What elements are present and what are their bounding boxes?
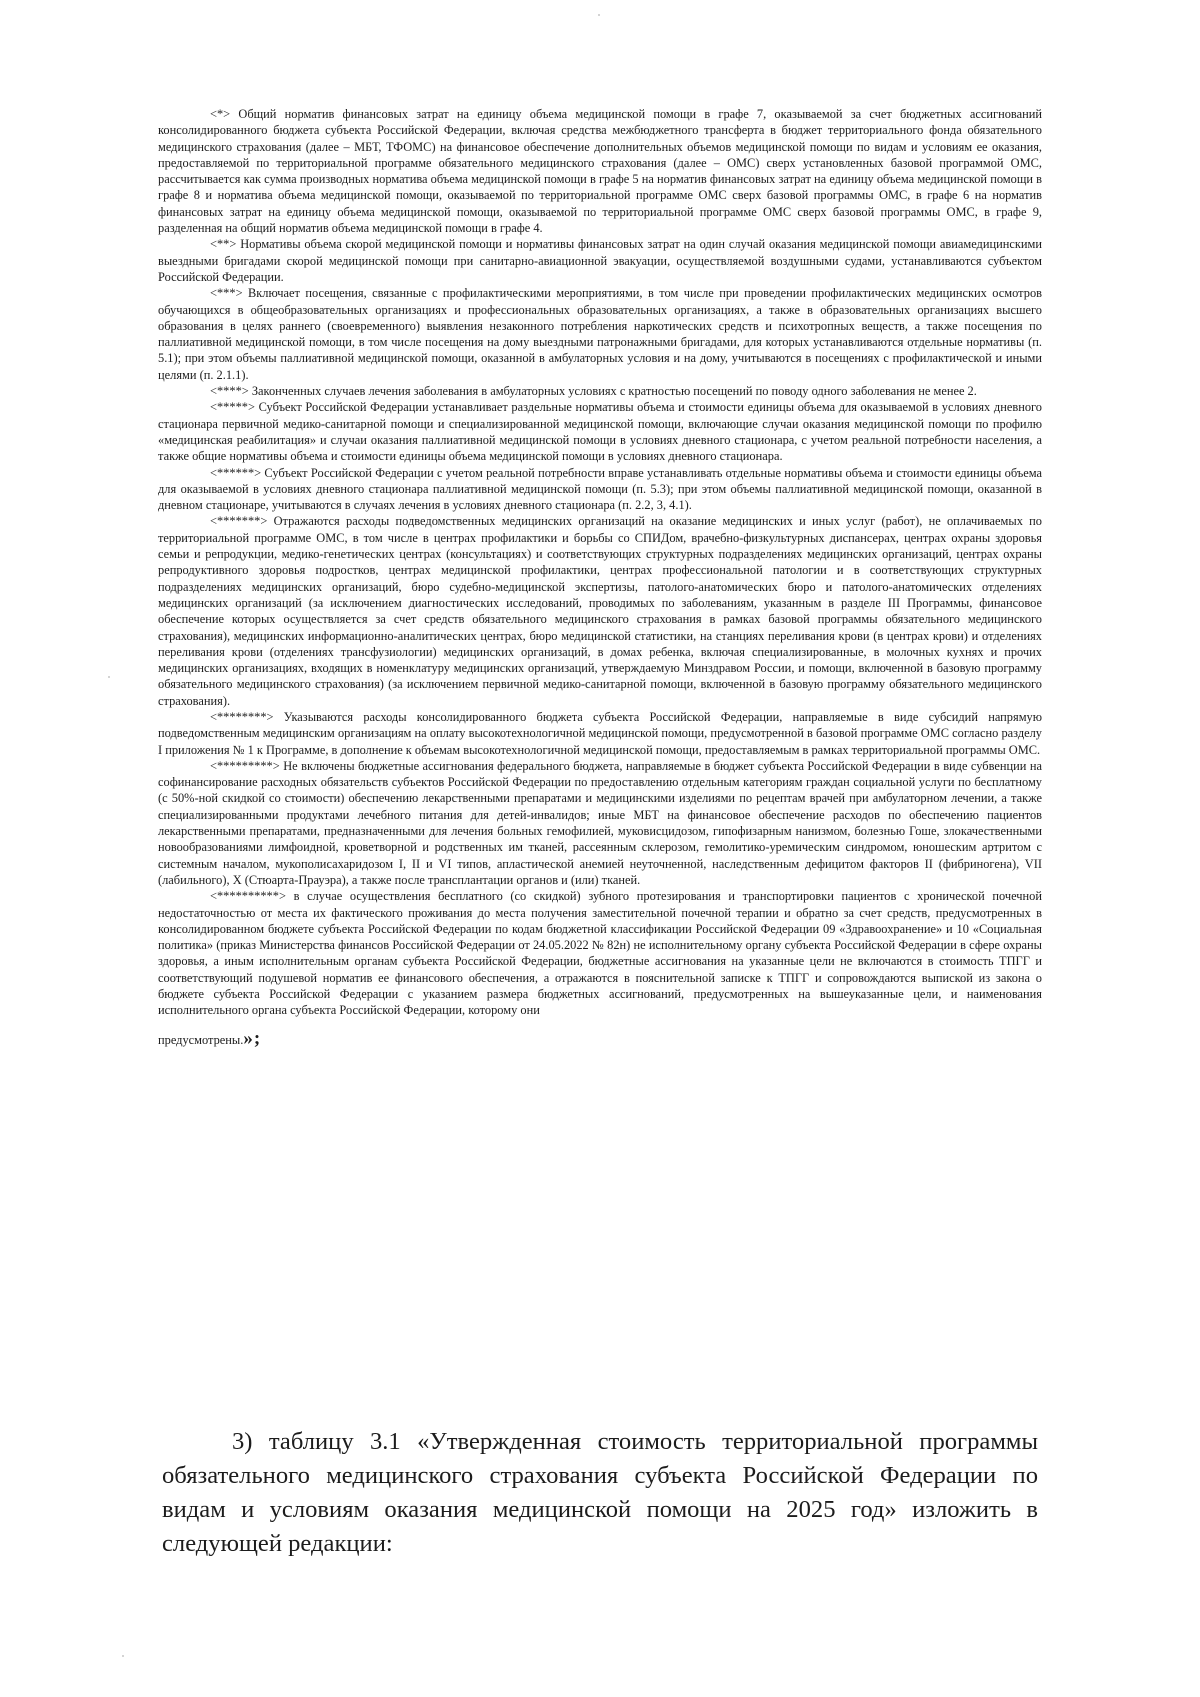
footnote-4: <****> Законченных случаев лечения заболевания в амбулаторных условиях с кратностью посещений по поводу одного заболевания не менее 2. [210, 384, 977, 399]
footnote-tail-text: предусмотрены. [158, 1032, 244, 1047]
footnote-tail [158, 1027, 1042, 1049]
main-paragraph: 3) таблицу 3.1 «Утвержденная стоимость территориальной программы обязательного медицинского страхования субъекта Российской Федерации по видам и условиям оказания медицинской помощи на 2025 год» изложить в следующей редакции: [162, 1428, 1038, 1557]
footnote-3: <***> Включает посещения, связанные с профилактическими мероприятиями, в том числе при проведении профилактических медицинских осмотров обучающихся в общеобразовательных организациях и профессиональных образовательных организациях, а также в образовательных организациях высшего образования в целях раннего (своевременного) выявления незаконного потребления наркотических средств и психотропных веществ, а также посещения по паллиативной медицинской помощи, в том числе посещения на дому выездными патронажными бригадами, для которых устанавливаются отдельные нормативы (п. 5.1); при этом объемы паллиативной медицинской помощи, оказанной в амбулаторных условия и на дому, учитываются в посещениях с профилактической и иными целями (п. 2.1.1). [158, 286, 1042, 382]
footnote-6: <******> Субъект Российской Федерации с учетом реальной потребности вправе устанавливать отдельные нормативы объема и стоимости единицы объема для оказываемой в условиях дневного стационара паллиативной медицинской помощи (п. 5.3); при этом объемы паллиативной медицинской помощи, оказанной в дневном стационаре, учитываются в случаях лечения в условиях дневного стационара (п. 2.2, 3, 4.1). [158, 465, 1042, 513]
footnote-5: <*****> Субъект Российской Федерации устанавливает раздельные нормативы объема и стоимости единицы объема для оказываемой в условиях дневного стационара первичной медико-санитарной помощи и специализированной медицинской помощи, включающие случаи оказания медицинской помощи по профилю «медицинская реабилитация» и случаи оказания паллиативной медицинской помощи в условиях дневного стационара, с учетом реальной потребности населения, а также общие нормативы объема и стоимости единицы объема медицинской помощи в условиях дневного стационара. [158, 400, 1042, 464]
footnote-7: <*******> Отражаются расходы подведомственных медицинских организаций на оказание медицинских и иных услуг (работ), не оплачиваемых по территориальной программе ОМС, в том числе в центрах профилактики и борьбы со СПИДом, врачебно-физкультурных диспансерах, центрах охраны здоровья семьи и репродукции, медико-генетических центрах (консультациях) и соответствующих структурных подразделениях медицинских организаций, центрах охраны репродуктивного здоровья подростков, центрах медицинской профилактики, центрах профессиональной патологии и в соответствующих структурных подразделениях медицинских организаций, бюро судебно-медицинской экспертизы, патолого-анатомических бюро и патолого-анатомических отделениях медицинских организаций (за исключением диагностических исследований, проводимых по заболеваниям, указанным в разделе III Программы, финансовое обеспечение которых осуществляется за счет средств обязательного медицинского страхования в рамках базовой программы обязательного медицинского страхования), медицинских информационно-аналитических центрах, бюро медицинской статистики, на станциях переливания крови (в центрах крови) и отделениях переливания крови (отделениях трансфузиологии) медицинских организаций, в домах ребенка, включая специализированные, в молочных кухнях и прочих медицинских организациях, входящих в номенклатуру медицинских организаций, утверждаемую Минздравом России, и помощи, включенной в базовую программу обязательного медицинского страхования) (за исключением первичной медико-санитарной помощи, включенной в базовую программу обязательного медицинского страхования). [158, 514, 1042, 708]
footnote-8: <********> Указываются расходы консолидированного бюджета субъекта Российской Федерации, направляемые в виде субсидий напрямую подведомственным медицинским организациям на оплату высокотехнологичной медицинской помощи, предусмотренной в базовой программе ОМС согласно разделу I приложения № 1 к Программе, в дополнение к объемам высокотехнологичной медицинской помощи, предоставляемым в рамках территориальной программы ОМС. [158, 709, 1042, 757]
footnote-2: <**> Нормативы объема скорой медицинской помощи и нормативы финансовых затрат на один случай оказания медицинской помощи авиамедицинскими выездными бригадами скорой медицинской помощи при санитарно-авиационной эвакуации, осуществляемой воздушными судами, устанавливаются субъектом Российской Федерации. [158, 237, 1042, 284]
scan-speck [108, 676, 110, 678]
scan-speck [598, 14, 600, 16]
closing-quote-mark: »; [243, 1027, 262, 1049]
footnote-1: <*> Общий норматив финансовых затрат на единицу объема медицинской помощи в графе 7, оказываемой за счет бюджетных ассигнований консолидированного бюджета субъекта Российской Федерации, включая средства межбюджетного трансферта в бюджет территориального фонда обязательного медицинского страхования (далее – МБТ, ТФОМС) на финансовое обеспечение дополнительных объемов медицинской помощи по видам и условиям ее оказания, предоставляемой по территориальной программе обязательного медицинского страхования (далее – ОМС) сверх установленных базовой программой ОМС, рассчитывается как сумма производных норматива объема медицинской помощи в графе 5 на норматив финансовых затрат на единицу объема медицинской помощи в графе 8 и норматива объема медицинской помощи, оказываемой по территориальной программе ОМС сверх базовой программы ОМС, в графе 6 на норматив финансовых затрат на единицу объема медицинской помощи, оказываемой по территориальной программе ОМС сверх базовой программы ОМС, в графе 9, разделенная на общий норматив объема медицинской помощи в графе 4. [158, 107, 1042, 236]
footnote-9: <*********> Не включены бюджетные ассигнования федерального бюджета, направляемые в бюджет субъекта Российской Федерации в виде субвенции на софинансирование расходных обязательств субъектов Российской Федерации по предоставлению отдельным категориям граждан социальной услуги по бесплатному (с 50%-ной скидкой со стоимости) обеспечению лекарственными препаратами и медицинскими изделиями по рецептам врачей при амбулаторном лечении, а также специализированными продуктами лечебного питания для детей-инвалидов; иные МБТ на финансовое обеспечение расходов по обеспечению пациентов лекарственными препаратами, предназначенными для лечения больных гемофилией, муковисцидозом, гипофизарным нанизмом, болезнью Гоше, злокачественными новообразованиями лимфоидной, кроветворной и родственных им тканей, рассеянным склерозом, гемолитико-уремическим синдромом, юношеским артритом с системным началом, мукополисахаридозом I, II и VI типов, апластической анемией неуточненной, наследственным дефицитом факторов II (фибриногена), VII (лабильного), X (Стюарта-Прауэра), а также после трансплантации органов и (или) тканей. [158, 758, 1042, 887]
footnotes-block [158, 106, 1042, 1048]
scan-speck [122, 1655, 124, 1657]
footnote-10: <**********> в случае осуществления бесплатного (со скидкой) зубного протезирования и транспортировки пациентов с хронической почечной недостаточностью от места их фактического проживания до места получения заместительной почечной терапии и обратно за счет средств, предусмотренных в консолидированном бюджете субъекта Российской Федерации по кодам бюджетной классификации Российской Федерации 09 «Здравоохранение» и 10 «Социальная политика» (приказ Министерства финансов Российской Федерации от 24.05.2022 № 82н) не исполнительному органу субъекта Российской Федерации в сфере охраны здоровья, а иным исполнительным органам субъекта Российской Федерации, бюджетные ассигнования на указанные цели не включаются в стоимость ТПГГ и соответствующий подушевой норматив ее финансового обеспечения, а отражаются в пояснительной записке к ТПГГ и сопровождаются выпиской из закона о бюджете субъекта Российской Федерации с указанием размера бюджетных ассигнований, предусмотренных на вышеуказанные цели, и наименования исполнительного органа субъекта Российской Федерации, которому они [158, 889, 1042, 1018]
